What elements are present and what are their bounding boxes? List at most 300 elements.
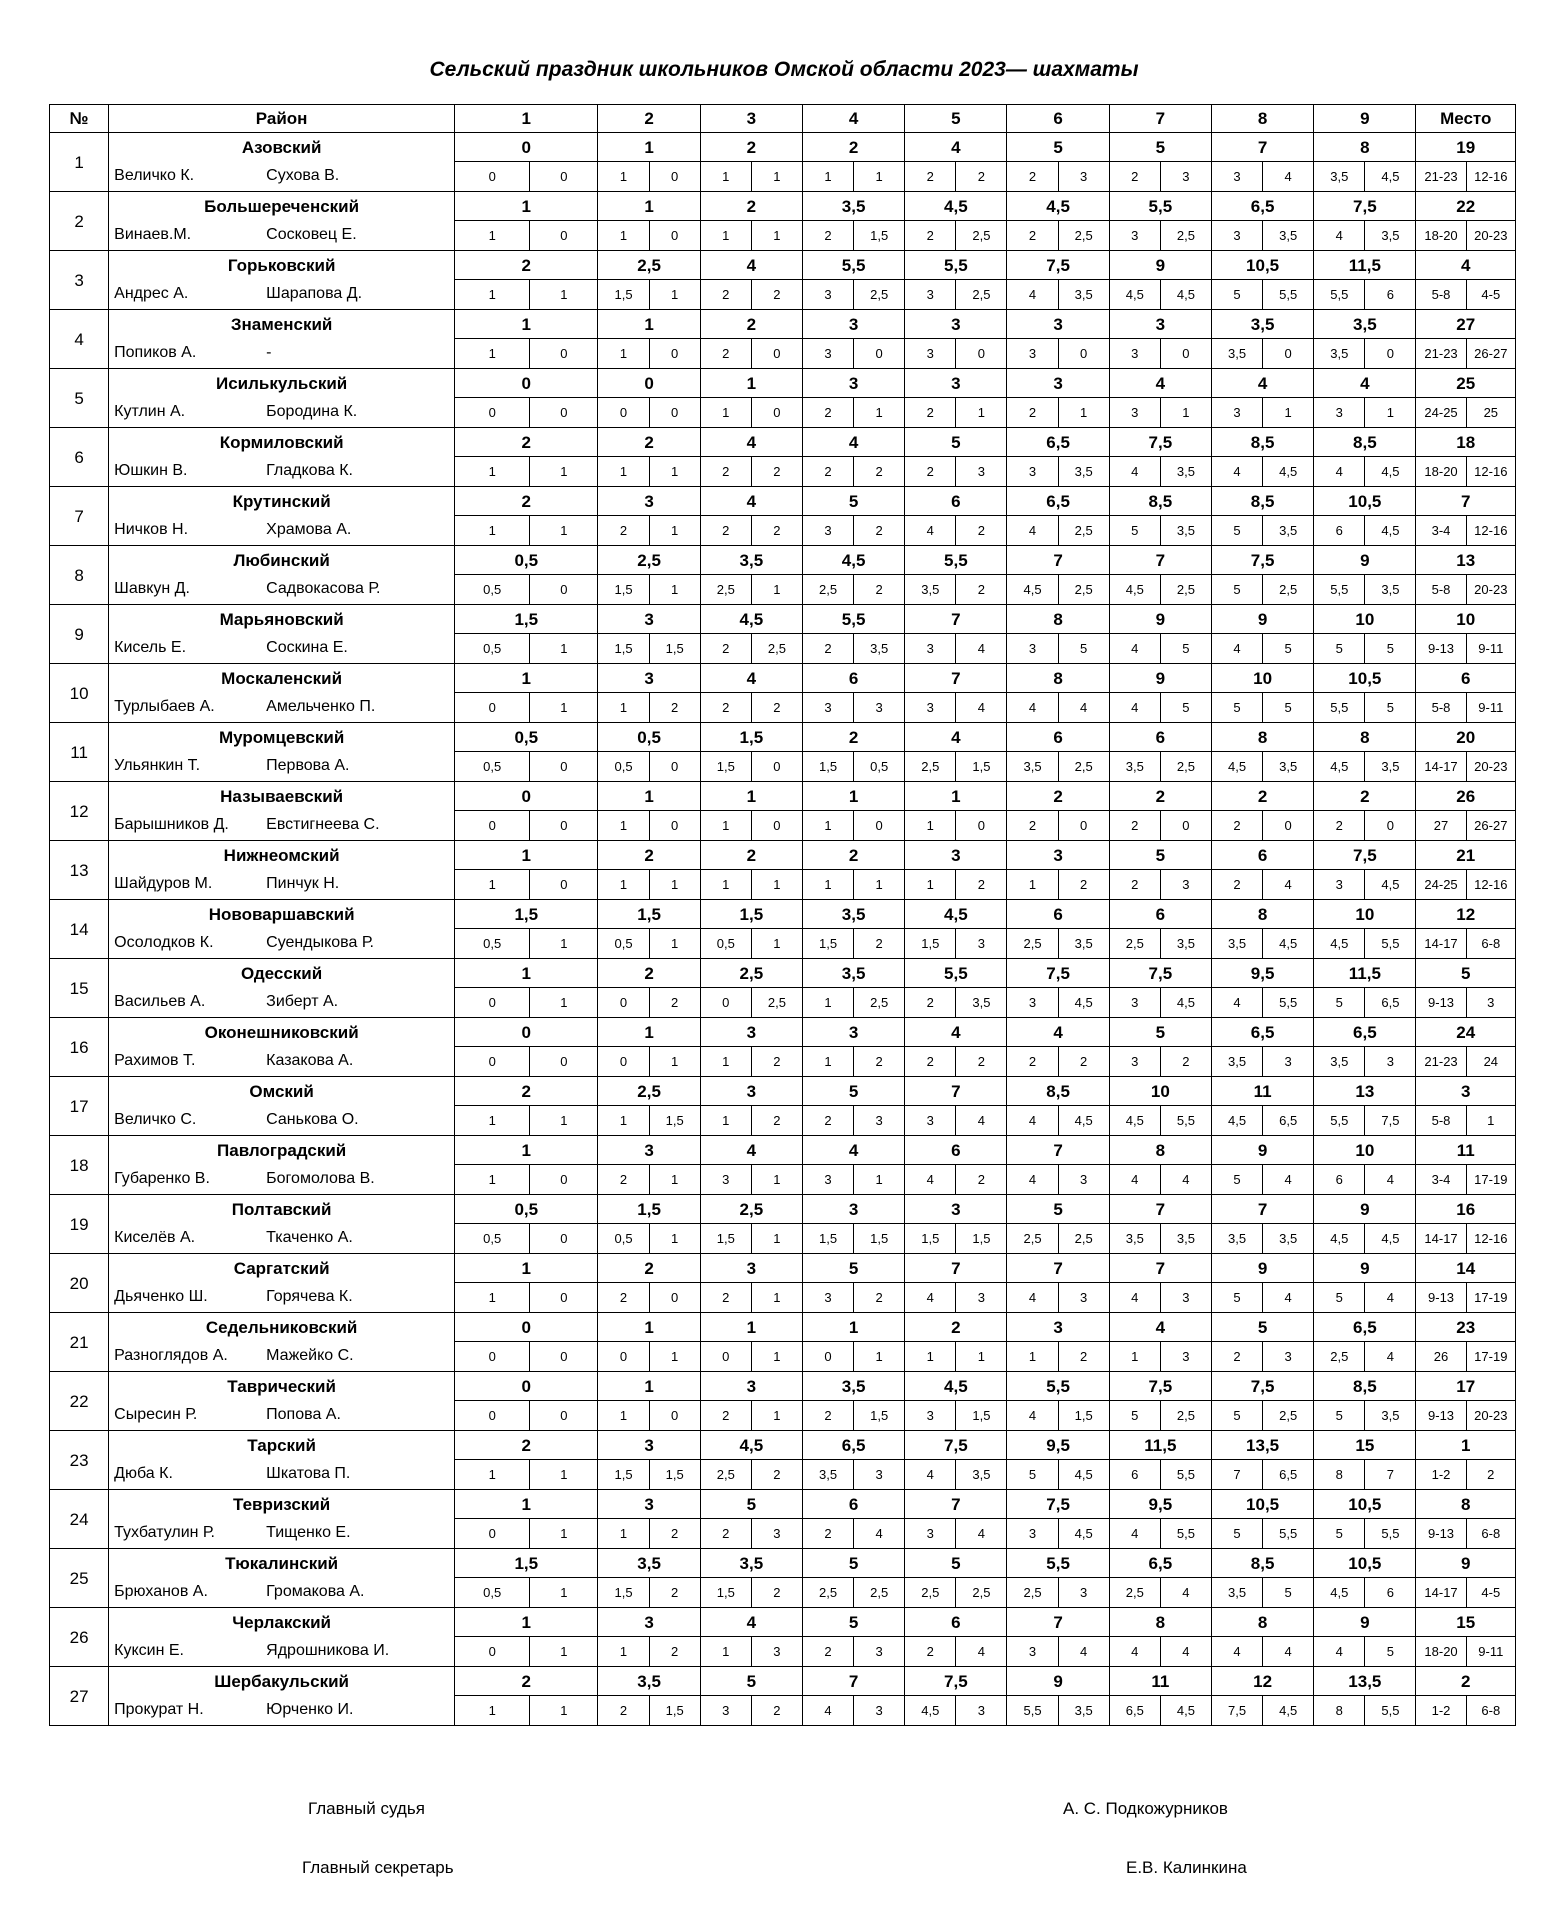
board-1-score: 3	[802, 339, 853, 369]
board-2-score: 0	[649, 398, 700, 428]
board-2-score: 3,5	[1263, 752, 1314, 782]
round-total: 6,5	[1007, 487, 1109, 516]
player-1-name: Разноглядов А.	[114, 1347, 228, 1365]
round-total: 1	[802, 1313, 904, 1342]
board-1-score: 1	[455, 1106, 530, 1136]
board-2-place: 20-23	[1466, 1401, 1515, 1431]
board-1-score: 2	[802, 634, 853, 664]
round-total: 8,5	[1109, 487, 1211, 516]
board-1-score: 1,5	[598, 634, 649, 664]
round-total: 9	[1109, 251, 1211, 280]
board-1-score: 2	[905, 457, 956, 487]
board-1-score: 2,5	[1007, 929, 1058, 959]
board-1-score: 5	[1211, 280, 1262, 310]
team-scores-row	[50, 1106, 1516, 1136]
board-2-score: 2,5	[1058, 221, 1109, 251]
board-2-score: 5	[1263, 1578, 1314, 1608]
final-place: 20	[1416, 723, 1516, 752]
board-1-score: 5	[1314, 1519, 1365, 1549]
board-1-score: 3,5	[1211, 929, 1262, 959]
board-1-place: 26	[1416, 1342, 1466, 1372]
board-2-score: 3	[1058, 1283, 1109, 1313]
board-2-place: 4-5	[1466, 1578, 1515, 1608]
board-1-score: 5	[1314, 988, 1365, 1018]
round-total: 9	[1109, 664, 1211, 693]
player-1-name: Ульянкин Т.	[114, 757, 201, 775]
board-1-score: 4	[1211, 1637, 1262, 1667]
board-2-score: 2	[649, 1578, 700, 1608]
board-2-score: 3	[854, 1106, 905, 1136]
board-1-score: 1	[455, 1165, 530, 1195]
board-1-score: 1,5	[598, 575, 649, 605]
round-total: 8	[1109, 1608, 1211, 1637]
board-2-score: 4	[956, 693, 1007, 723]
round-total: 1	[455, 1608, 598, 1637]
board-2-score: 2,5	[1058, 752, 1109, 782]
team-row	[50, 1431, 1516, 1460]
district-name: Кормиловский	[109, 428, 455, 457]
team-row	[50, 428, 1516, 457]
board-2-score: 1,5	[649, 1460, 700, 1490]
round-total: 4	[905, 723, 1007, 752]
player-2-name: Зиберт А.	[266, 993, 339, 1011]
board-1-score: 2	[1109, 870, 1160, 900]
district-name: Полтавский	[109, 1195, 455, 1224]
board-2-score: 4	[1263, 1637, 1314, 1667]
board-2-score: 3	[1058, 1578, 1109, 1608]
board-1-score: 4	[1007, 693, 1058, 723]
round-total: 7,5	[1314, 192, 1416, 221]
player-1-name: Винаев.М.	[114, 226, 192, 244]
round-total: 5	[1109, 133, 1211, 162]
round-total: 5	[802, 1077, 904, 1106]
district-name: Черлакский	[109, 1608, 455, 1637]
board-2-score: 3	[1365, 1047, 1416, 1077]
board-2-score: 3	[1160, 162, 1211, 192]
board-2-score: 4	[956, 1519, 1007, 1549]
board-2-place: 17-19	[1466, 1283, 1515, 1313]
board-1-score: 3,5	[802, 1460, 853, 1490]
board-2-score: 0	[649, 811, 700, 841]
board-2-score: 3,5	[1365, 221, 1416, 251]
board-1-score: 4	[1211, 634, 1262, 664]
board-2-score: 1	[751, 1283, 802, 1313]
final-place: 8	[1416, 1490, 1516, 1519]
round-total: 5,5	[905, 546, 1007, 575]
board-1-place: 18-20	[1416, 1637, 1466, 1667]
board-1-score: 4	[1109, 1637, 1160, 1667]
board-1-score: 1	[598, 870, 649, 900]
round-total: 6,5	[1007, 428, 1109, 457]
header-round-9: 9	[1314, 105, 1416, 133]
board-2-score: 4,5	[1365, 870, 1416, 900]
board-2-score: 1	[649, 280, 700, 310]
board-1-score: 1	[598, 1519, 649, 1549]
board-2-place: 17-19	[1466, 1342, 1515, 1372]
board-1-score: 4	[1109, 457, 1160, 487]
final-place: 10	[1416, 605, 1516, 634]
round-total: 2,5	[700, 1195, 802, 1224]
board-2-score: 4	[1160, 1165, 1211, 1195]
board-1-score: 7	[1211, 1460, 1262, 1490]
player-1-name: Кутлин А.	[114, 403, 186, 421]
round-total: 1	[455, 841, 598, 870]
board-2-score: 2	[751, 1106, 802, 1136]
round-total: 1,5	[455, 1549, 598, 1578]
district-name: Азовский	[109, 133, 455, 162]
board-1-score: 1	[700, 398, 751, 428]
board-2-score: 1,5	[649, 1106, 700, 1136]
round-total: 7,5	[1314, 841, 1416, 870]
round-total: 3,5	[1314, 310, 1416, 339]
board-2-score: 3,5	[1058, 1696, 1109, 1726]
board-1-score: 4,5	[905, 1696, 956, 1726]
board-2-place: 12-16	[1466, 870, 1515, 900]
round-total: 0	[598, 369, 700, 398]
board-1-score: 1	[1007, 870, 1058, 900]
board-1-score: 3	[1109, 339, 1160, 369]
round-total: 7	[905, 1077, 1007, 1106]
board-2-score: 5,5	[1263, 1519, 1314, 1549]
team-number: 19	[50, 1195, 109, 1254]
results-table	[49, 104, 1516, 1726]
round-total: 2	[455, 487, 598, 516]
final-place: 6	[1416, 664, 1516, 693]
board-2-score: 2,5	[1058, 1224, 1109, 1254]
round-total: 6	[905, 487, 1007, 516]
round-total: 1	[455, 1136, 598, 1165]
board-1-score: 2	[905, 1637, 956, 1667]
round-total: 4	[1007, 1018, 1109, 1047]
board-2-score: 1	[649, 870, 700, 900]
player-2-name: Храмова А.	[266, 521, 352, 539]
round-total: 1	[598, 133, 700, 162]
board-2-score: 2	[649, 693, 700, 723]
player-1-name: Брюханов А.	[114, 1583, 208, 1601]
board-2-score: 2	[854, 1283, 905, 1313]
board-2-score: 4,5	[1160, 1696, 1211, 1726]
final-place: 1	[1416, 1431, 1516, 1460]
round-total: 5,5	[802, 605, 904, 634]
board-1-score: 1	[598, 693, 649, 723]
round-total: 7,5	[1211, 546, 1313, 575]
board-2-score: 4,5	[1058, 1519, 1109, 1549]
board-1-score: 3	[1211, 398, 1262, 428]
board-1-score: 2	[905, 1047, 956, 1077]
board-2-score: 1	[530, 457, 598, 487]
player-names	[109, 1106, 455, 1136]
district-name: Таврический	[109, 1372, 455, 1401]
final-place: 2	[1416, 1667, 1516, 1696]
team-row	[50, 959, 1516, 988]
board-1-score: 2	[1109, 811, 1160, 841]
round-total: 2	[455, 428, 598, 457]
board-2-score: 0	[751, 398, 802, 428]
round-total: 2	[1211, 782, 1313, 811]
board-1-score: 2	[1109, 162, 1160, 192]
board-2-score: 1	[956, 398, 1007, 428]
round-total: 9	[1007, 1667, 1109, 1696]
board-1-score: 1	[598, 1106, 649, 1136]
round-total: 3	[1007, 1313, 1109, 1342]
round-total: 5	[1007, 1195, 1109, 1224]
board-1-score: 1,5	[598, 1460, 649, 1490]
board-2-score: 3	[1058, 162, 1109, 192]
team-row	[50, 1254, 1516, 1283]
board-2-score: 1,5	[649, 634, 700, 664]
player-1-name: Дьяченко Ш.	[114, 1288, 208, 1306]
board-1-place: 1-2	[1416, 1460, 1466, 1490]
round-total: 6	[905, 1608, 1007, 1637]
board-2-score: 5,5	[1263, 280, 1314, 310]
board-1-score: 3,5	[1211, 1578, 1262, 1608]
player-names	[109, 280, 455, 310]
team-number: 22	[50, 1372, 109, 1431]
board-1-score: 2,5	[1109, 1578, 1160, 1608]
board-2-score: 5,5	[1160, 1106, 1211, 1136]
round-total: 11,5	[1314, 959, 1416, 988]
board-2-score: 4,5	[1365, 162, 1416, 192]
final-place: 22	[1416, 192, 1516, 221]
round-total: 8,5	[1314, 1372, 1416, 1401]
team-row	[50, 1195, 1516, 1224]
board-1-score: 2	[905, 398, 956, 428]
round-total: 7,5	[1211, 1372, 1313, 1401]
round-total: 0,5	[455, 723, 598, 752]
board-1-score: 1	[802, 811, 853, 841]
round-total: 4,5	[1007, 192, 1109, 221]
team-scores-row	[50, 988, 1516, 1018]
board-2-score: 4	[1058, 693, 1109, 723]
round-total: 3,5	[598, 1667, 700, 1696]
board-1-score: 0,5	[455, 752, 530, 782]
board-2-score: 4	[956, 1637, 1007, 1667]
team-scores-row	[50, 1047, 1516, 1077]
board-1-score: 1	[455, 221, 530, 251]
board-1-score: 0	[598, 1047, 649, 1077]
final-place: 9	[1416, 1549, 1516, 1578]
player-names	[109, 1696, 455, 1726]
board-1-score: 3	[1007, 1637, 1058, 1667]
board-2-score: 3,5	[1263, 1224, 1314, 1254]
team-number: 25	[50, 1549, 109, 1608]
team-scores-row	[50, 752, 1516, 782]
team-scores-row	[50, 634, 1516, 664]
board-2-score: 2,5	[956, 280, 1007, 310]
round-total: 2	[1314, 782, 1416, 811]
district-name: Называевский	[109, 782, 455, 811]
board-1-score: 1,5	[598, 1578, 649, 1608]
board-2-score: 1,5	[854, 221, 905, 251]
player-1-name: Шайдуров М.	[114, 875, 213, 893]
player-1-name: Юшкин В.	[114, 462, 188, 480]
round-total: 1	[455, 310, 598, 339]
board-1-score: 3	[1007, 457, 1058, 487]
round-total: 10	[1314, 1136, 1416, 1165]
round-total: 0,5	[455, 1195, 598, 1224]
board-2-score: 1	[751, 1224, 802, 1254]
header-round-1: 1	[455, 105, 598, 133]
board-2-place: 17-19	[1466, 1165, 1515, 1195]
district-name: Любинский	[109, 546, 455, 575]
round-total: 9	[1211, 605, 1313, 634]
header-round-7: 7	[1109, 105, 1211, 133]
board-2-score: 0	[530, 1224, 598, 1254]
board-2-score: 5,5	[1160, 1519, 1211, 1549]
round-total: 6	[1109, 723, 1211, 752]
board-1-score: 1	[455, 339, 530, 369]
round-total: 4	[1211, 369, 1313, 398]
board-1-score: 1	[802, 988, 853, 1018]
board-2-score: 4	[1365, 1165, 1416, 1195]
board-2-score: 0	[649, 339, 700, 369]
board-1-score: 4	[1211, 457, 1262, 487]
board-2-score: 1	[854, 1342, 905, 1372]
team-scores-row	[50, 870, 1516, 900]
board-1-score: 5	[1211, 575, 1262, 605]
team-number: 5	[50, 369, 109, 428]
board-1-score: 2	[700, 693, 751, 723]
board-2-score: 2	[649, 988, 700, 1018]
board-2-score: 1	[649, 1165, 700, 1195]
team-scores-row	[50, 1578, 1516, 1608]
board-1-score: 3	[700, 1165, 751, 1195]
player-names	[109, 516, 455, 546]
board-1-score: 4	[1314, 457, 1365, 487]
district-name: Одесский	[109, 959, 455, 988]
player-names	[109, 1047, 455, 1077]
board-1-score: 1	[802, 162, 853, 192]
board-1-score: 2,5	[1007, 1578, 1058, 1608]
board-1-score: 2,5	[1314, 1342, 1365, 1372]
board-1-score: 1,5	[700, 752, 751, 782]
final-place: 17	[1416, 1372, 1516, 1401]
team-number: 24	[50, 1490, 109, 1549]
team-scores-row	[50, 1519, 1516, 1549]
board-2-score: 2,5	[1160, 575, 1211, 605]
round-total: 3	[1007, 369, 1109, 398]
team-row	[50, 664, 1516, 693]
round-total: 5	[700, 1667, 802, 1696]
player-2-name: -	[266, 344, 272, 362]
board-2-score: 1	[854, 1165, 905, 1195]
player-1-name: Сыресин Р.	[114, 1406, 198, 1424]
team-number: 9	[50, 605, 109, 664]
board-1-score: 3,5	[905, 575, 956, 605]
board-2-score: 4,5	[1058, 1106, 1109, 1136]
board-1-score: 2	[598, 1283, 649, 1313]
round-total: 3,5	[598, 1549, 700, 1578]
board-2-score: 2,5	[1160, 221, 1211, 251]
player-names	[109, 870, 455, 900]
board-2-score: 2	[751, 1047, 802, 1077]
board-1-score: 2	[1211, 1342, 1262, 1372]
board-1-score: 0	[700, 1342, 751, 1372]
player-2-name: Попова А.	[266, 1406, 341, 1424]
board-1-score: 1,5	[905, 1224, 956, 1254]
round-total: 7	[1007, 1608, 1109, 1637]
board-1-score: 3	[905, 1106, 956, 1136]
board-1-place: 1-2	[1416, 1696, 1466, 1726]
board-1-score: 3,5	[1314, 339, 1365, 369]
board-1-score: 3	[1109, 221, 1160, 251]
board-2-score: 4	[956, 1106, 1007, 1136]
board-2-score: 0	[1058, 339, 1109, 369]
board-2-score: 3,5	[1365, 752, 1416, 782]
player-2-name: Суендыкова Р.	[266, 934, 374, 952]
round-total: 3	[598, 1608, 700, 1637]
header-round-5: 5	[905, 105, 1007, 133]
round-total: 3	[700, 1254, 802, 1283]
round-total: 2,5	[700, 959, 802, 988]
player-names	[109, 1342, 455, 1372]
board-1-score: 3	[700, 1696, 751, 1726]
round-total: 7	[905, 1490, 1007, 1519]
board-2-score: 2	[1058, 1047, 1109, 1077]
board-2-score: 4,5	[1263, 929, 1314, 959]
player-1-name: Ничков Н.	[114, 521, 189, 539]
team-row	[50, 1077, 1516, 1106]
header-district: Район	[109, 105, 455, 133]
round-total: 2	[700, 192, 802, 221]
round-total: 2	[455, 1077, 598, 1106]
player-names	[109, 1401, 455, 1431]
round-total: 5	[905, 428, 1007, 457]
team-number: 12	[50, 782, 109, 841]
round-total: 11	[1211, 1077, 1313, 1106]
team-row	[50, 133, 1516, 162]
round-total: 9,5	[1007, 1431, 1109, 1460]
player-names	[109, 1637, 455, 1667]
board-2-place: 3	[1466, 988, 1515, 1018]
round-total: 8	[1007, 605, 1109, 634]
round-total: 6,5	[1314, 1313, 1416, 1342]
board-1-score: 3	[802, 1165, 853, 1195]
round-total: 6,5	[1109, 1549, 1211, 1578]
team-scores-row	[50, 811, 1516, 841]
board-1-score: 2,5	[905, 752, 956, 782]
board-2-score: 0	[530, 1165, 598, 1195]
board-1-score: 0,5	[455, 929, 530, 959]
team-row	[50, 841, 1516, 870]
board-1-score: 1,5	[905, 929, 956, 959]
board-1-score: 1	[700, 1106, 751, 1136]
final-place: 13	[1416, 546, 1516, 575]
round-total: 1	[802, 782, 904, 811]
board-1-score: 6	[1314, 516, 1365, 546]
round-total: 5	[1211, 1313, 1313, 1342]
round-total: 13	[1314, 1077, 1416, 1106]
board-2-score: 3	[1263, 1342, 1314, 1372]
round-total: 4	[802, 428, 904, 457]
district-name: Тарский	[109, 1431, 455, 1460]
board-2-score: 4,5	[1365, 516, 1416, 546]
board-1-score: 0	[455, 398, 530, 428]
board-2-place: 4-5	[1466, 280, 1515, 310]
board-1-score: 1	[598, 457, 649, 487]
board-1-score: 5,5	[1314, 575, 1365, 605]
round-total: 9	[1314, 546, 1416, 575]
board-2-score: 2,5	[751, 988, 802, 1018]
board-1-score: 2	[700, 1401, 751, 1431]
board-2-score: 5	[1160, 634, 1211, 664]
player-2-name: Соскина Е.	[266, 639, 348, 657]
board-2-score: 2	[956, 516, 1007, 546]
board-2-score: 3	[1058, 1165, 1109, 1195]
board-2-score: 5,5	[1160, 1460, 1211, 1490]
board-2-place: 20-23	[1466, 221, 1515, 251]
board-1-score: 8	[1314, 1460, 1365, 1490]
